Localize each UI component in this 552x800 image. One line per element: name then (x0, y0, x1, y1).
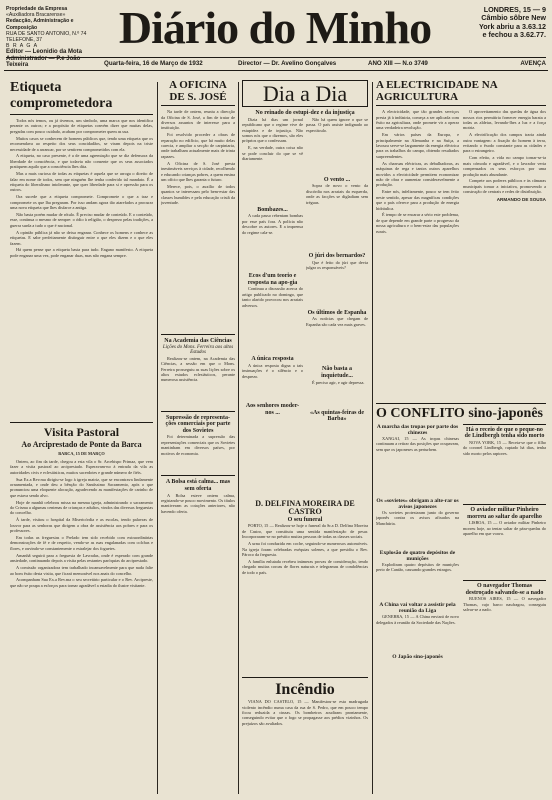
conflito-columns (376, 424, 546, 660)
dia-a-dia-columns (242, 117, 368, 423)
exchange-box (446, 6, 546, 40)
article-ecos-body: Continua a discussão acerca do artigo publicado no domingo, que tanto alarido provocou nos arraiais adversos. (242, 286, 303, 308)
subheadline-quinta: «As quintas-feiras de Barba» (309, 409, 364, 423)
subheadline-ecos: Ecos d'um teorio e resposta na apo-gia (247, 273, 298, 286)
column-divider (372, 82, 373, 794)
director: Director — Dr. Avelino Gonçalves (238, 60, 337, 67)
column-1 (10, 80, 153, 796)
conflito-left (376, 424, 459, 660)
subheadline-reinado: No reinado do estupi-dez e da injustiça (255, 110, 355, 117)
article-academia-body: Realizou-se ontem, na Academia das Ciências, a sessão em que o Mons. Ferreira prosseguiu as suas lições sobre os altos estudos eclesiásticos, perante numerosa assistência. (161, 355, 235, 383)
subheadline-delfina: O seu funeral (287, 516, 323, 523)
column-divider (238, 82, 239, 794)
dia-a-dia-right (306, 117, 368, 423)
article-vento-body: Sopra de novo o vento da discórdia nos arraiais da esquerda, onde as facções se digladiam sem tréguas. (306, 183, 368, 205)
subheadline-marcha: A marcha das tropas por parte dos chinezes (376, 423, 459, 436)
article-supressao-body: Foi determinada a supressão das representações comerciais que os Sovietes mantinham em diversos países, por motivos de economia. (161, 434, 235, 456)
subheadline-espanha: Os últimos de Espanha (307, 309, 367, 316)
publisher-line: Administrador — P.e João Teixeira (6, 55, 81, 68)
subheadline-nacionalismo: Não basta a inquietude... (321, 366, 353, 380)
masthead-strip (6, 57, 546, 69)
subheadline-visita: Ao Arciprestado de Ponte da Barca (21, 439, 142, 449)
article-resposta-body: A única resposta digna a tais insinuações é o silêncio e o desprezo. (242, 363, 303, 379)
column-divider (157, 82, 158, 794)
subheadline-bombazes: Bombazes... (257, 206, 288, 213)
headline-etiqueta: Etiqueta comprometedora (10, 80, 113, 111)
divider (161, 475, 235, 476)
article-sovietes-body: Os sovietes protestaram junto do governo japonês contra os avisos afixados na Manchúria. (376, 509, 459, 526)
article-bombazes-body: A cada passo rebentam bombas por esse país fora. A polícia não descobre os autores. E a imprensa do regime cala-se. (242, 213, 303, 235)
column-4 (376, 80, 546, 796)
subheadline-explosao: Explosão de quatro depósitos de munições (379, 549, 456, 563)
subheadline-bernardos: O júri dos bernardos? (308, 253, 366, 260)
exchange-line: LONDRES, 15 — 9 (483, 5, 546, 14)
publisher-line: TELEFONE, 37 (6, 37, 43, 44)
exchange-line: e fechou a 3.62.77. (482, 30, 546, 40)
headline-conflito: O CONFLITO sino-japonês (376, 406, 543, 422)
article-espanha-body: As notícias que chegam de Espanha são cada vez mais graves. (306, 316, 368, 327)
article-reinado-body: Dizia há dias um jornal republicano que o regime vive de estupidez e de injustiça. Não somos nós que o dizemos, são eles próprios que o confessam. E, na verdade, outra coisa não se pode concluir do que se vê diariamente. (242, 116, 303, 162)
conflito-right (463, 424, 546, 660)
publisher-line: Propriedade da Empresa (6, 6, 68, 12)
divider (10, 114, 153, 115)
article-explosao-body: Explodiram quatro depósitos de munições perto de Cantão, causando grandes estragos. (376, 562, 459, 573)
article-signature: ARMANDO DE SOUSA (496, 196, 546, 202)
article-bernardos-body: Que é feito do júri que devia julgar os responsáveis? (306, 259, 368, 271)
article-aviador-body: LISBOA, 15 — O aviador militar Pinheiro morreu hoje, ao tentar saltar de pára-quedas do aparelho em que voava. (463, 520, 546, 536)
exchange-line: Câmbio sôbre New (481, 13, 546, 23)
subheadline-vento: O vento ... (323, 176, 351, 183)
column-3 (242, 80, 368, 498)
publisher-line: Editor — Leonidio da Mota (6, 49, 82, 56)
avenca-tag: AVENÇA (520, 60, 546, 67)
headline-academia: Na Academia das Ciências (164, 338, 232, 345)
subheadline-navegador: O navegador Thomas destroçado salvando-se a nado (463, 580, 546, 596)
issue-number: ANO XIII — N.o 3749 (368, 60, 428, 67)
publisher-line: Redacção, Administração e Composição (6, 18, 74, 31)
headline-supressao: Supressão de representa-ções comerciais por parte dos Sovietes (165, 414, 231, 434)
masthead-rule (4, 70, 548, 71)
headline-visita-pastoral: Visita Pastoral (43, 425, 120, 439)
subheadline-unica-resposta: A única resposta (251, 356, 294, 363)
article-electricidade-left: A electricidade, que tão grandes serviços presta já à indústria, começa a ser aplicada com êxito na agricultura, onde promete vir a operar uma verdadeira revolução. Em vários países da Europa, e principalmente na Alemanha e na Suíça, a lavoura serve-se largamente da energia eléctrica para os trabalhos do campo, obtendo resultados surpreendentes. As charruas eléctricas, as debulhadoras, as máquinas de rega e tantos outros aparelhos movidos a electricidade permitem economizar mão de obra e aumentar consideravelmente a produção. Entre nós, infelizmente, pouco se tem feito neste sentido, apesar das magníficas condições que o país oferece para a produção de energia hidráulica. É tempo de se encarar a sério este problema, de que depende em grande parte o progresso da nossa agricultura e o bem-estar das populações rurais. (376, 109, 459, 234)
divider (161, 334, 235, 335)
publisher-line: RUA DE SANTO ANTONIO, N.º 74 (6, 30, 87, 37)
issue-date: Quarta-feira, 16 de Março de 1932 (104, 60, 203, 67)
divider (161, 105, 235, 106)
subheadline-lindbergh: Há o receio de que o peque-no de Lindbergh tenha sido morto (463, 424, 546, 440)
article-incendio-body: VIANA DO CASTELO, 15 — Manifestou-se esta madrugada violento incêndio numa casa da rua de S. Pedro, que em pouco tempo ficou reduzida a cinzas. Os bombeiros acudiram prontamente, conseguindo evitar que o fogo se propagasse aos prédios vizinhos. Os prejuízos são avultados. (242, 699, 368, 726)
article-bolsa-body: A Bolsa esteve ontem calma, registando-se pouco movimento. Os títulos mantiveram as cotações anteriores, não havendo oferta. (161, 492, 235, 514)
newspaper-title: Diário do Minho (118, 2, 432, 53)
headline-bolsa: A Bolsa está calma... mas sem oferta (165, 479, 231, 493)
article-etiqueta-body: Todos nós temos, ou já tivemos, um símbolo, uma marca que nos identifica perante os outros; e a propósito de etiquetas convém dizer que muitas delas, pregadas com pouco cuidado, acabam por comprometer quem as usa. Muitos casos se conhecem de homens públicos que, tendo uma etiqueta que os recomendava ao respeito dos seus concidadãos, se viram depois na triste necessidade de a arrancar, por se sentirem comprometidos com ela. A etiqueta, no caso presente, é a de uma agremiação que se diz defensora da liberdade de consciência, e que todavia não consente que os seus associados pratiquem aquilo que a consciência lhes dita. Mas a mais curiosa de todas as etiquetas é aquela que se arroga o direito de falar em nome de todos, sem que ninguém lhe tenha conferido tal mandato. É a etiqueta do liberalismo intolerante, que quer liberdade para si e opressão para os outros. Ora sucede que a etiqueta compromete. Compromete o que a traz e compromete os que lha pregaram. Por isso andam agora tão atarefados a procurar uma nova etiqueta que lhes disfarce a antiga. Não basta porém mudar de rótulo. É preciso mudar de conteúdo. E o conteúdo, esse, continua o mesmo de sempre: o ódio à religião, o desprezo pelas tradições, a guerra surda a tudo o que é nacional. A opinião pública já não se deixa enganar. Conhece os homens e conhece as etiquetas. E sabe perfeitamente distinguir entre o que eles dizem e o que eles fazem. Há quem pense que a etiqueta basta para tudo. Engano manifesto. A etiqueta pode enganar uma vez, pode enganar duas, mas não engana sempre. (10, 118, 153, 258)
exchange-line: York abriu a 3.63.12 (479, 21, 546, 31)
dateline-visita: BARCA, 15 DE MARÇO (58, 451, 105, 457)
subheadline-aviador: O aviador militar Pinheiro morreu ao saltar do aparelho (463, 504, 546, 520)
article-oficina-body: Na tarde de ontem, reuniu a direcção da Oficina de S. José, a fim de tratar de diversos assuntos de interesse para a instituição. Foi resolvido proceder a obras de reparação no edifício, que há muito delas carecia, e ampliar a secção de carpintaria, onde trabalham actualmente mais de trinta rapazes. A Oficina de S. José presta inestimáveis serviços à cidade, recolhendo e educando crianças pobres, a quem ensina um ofício que lhes garanta o futuro. Merece, pois, o auxílio de todos quantos se interessam pelo bem-estar das classes humildes e pela educação cristã da juventude. (161, 109, 235, 206)
subheadline-sovietes: Os «sovietes» obrigam a alte-rar os avisos japonezes (376, 497, 459, 510)
article-right-body: Não há quem ignore o que se passa. O país assiste indignado ao espectáculo. (306, 116, 368, 133)
article-navegador-body: BUENOS AIRES, 15 — O navegador Thomas, cujo barco naufragou, conseguiu salvar-se a nado. (463, 596, 546, 613)
headline-dia-a-dia: Dia a Dia (242, 80, 368, 107)
subheadline-china: A China vai voltar a assistir pela reunião da Liga (379, 602, 456, 615)
article-electricidade-right: O aproveitamento das quedas de água dos nossos rios permitiria fornecer energia barata a todas as aldeias, levando-lhes a luz e a força motriz. A electrificação dos campos traria ainda outra vantagem: a fixação do homem à terra, evitando o êxodo constante para as cidades e para o estrangeiro. Com efeito, a vida no campo tornar-se-ia mais cómoda e agradável, e o lavrador veria compensados os seus esforços por uma produção mais abundante. Compete aos poderes públicos e às câmaras municipais tomar a iniciativa, promovendo a construção de centrais e redes de distribuição. ARMANDO DE SOUSA (463, 109, 546, 202)
article-lindbergh-body: NOVA YORK, 15 — Receia-se que o filho do coronel Lindbergh, raptado há dias, tenha sido morto pelos raptores. (463, 439, 546, 456)
publisher-line: «Auxiliadora Bracarense» (6, 12, 66, 19)
subheadline-academia: Lições do Mons. Ferreira aos altos Estudos (162, 344, 234, 356)
electricidade-columns (376, 109, 546, 399)
masthead (6, 4, 546, 68)
divider (376, 105, 546, 106)
divider (10, 422, 153, 423)
dia-a-dia-left (242, 117, 303, 423)
article-china-body: GENEBRA, 15 — A China enviará de novo delegados à reunião da Sociedade das Nações. (376, 614, 459, 625)
headline-incendio: Incêndio (275, 681, 335, 699)
divider (242, 677, 368, 678)
article-visita-body: Ontem, ao fim da tarde, chegou a esta vila o Sr. Arcebispo Primaz, que vem fazer a visita pastoral ao arciprestado. Esperavam-no à entrada da vila as autoridades civis e eclesiásticas, muitos sacerdotes e grande número de fiéis. Sua Ex.a Rev.ma dirigiu-se logo à igreja matriz, que se encontrava lindamente ornamentada, e onde deu a bênção do Santíssimo Sacramento, após o que pronunciou uma eloquente alocução, agradecendo as manifestações de carinho de que estava sendo alvo. Hoje de manhã celebrou missa na mesma igreja, administrando o sacramento do Crisma a algumas centenas de crianças e adultos, vindos das diversas freguesias do concelho. À tarde, visitou o hospital da Misericórdia e as escolas, tendo palavras de louvor para as senhoras que dirigem a obra de assistência aos pobres e para os professores. Em todas as freguesias o Prelado tem sido recebido com extraordinárias demonstrações de fé e de respeito, vendo-se as ruas engalanadas com colchas e flores, e ouvindo-se constantemente o estralejar dos foguetes. Amanhã seguirá para a freguesia de Lavradas, onde é esperado com grande ansiedade, continuando depois a visita pelas restantes paróquias do arciprestado. A comissão organizadora tem trabalhado incansavelmente para que nada falte ao bom êxito desta visita, que ficará memorável nos anais do concelho. Acompanham Sua Ex.a Rev.ma o seu secretário particular e o Rev. Arcipreste, que não se poupa a esforços para tornar agradável a estadia do ilustre visitante. (10, 458, 153, 588)
headline-electricidade: A ELECTRICIDADE NA AGRICULTURA (376, 80, 498, 103)
column-3-lower (242, 500, 368, 796)
divider (376, 403, 546, 404)
subheadline-japao: O Japão sino-japonês (392, 654, 443, 661)
article-nacionalismo-body: É preciso agir, e agir depressa. (312, 379, 365, 385)
column-2 (161, 80, 235, 796)
subheadline-modernos: Aos senhores moder-nos ... (245, 403, 300, 416)
article-marcha-body: XANGAI, 15 — As tropas chinesas continuam a retirar das posições que ocupavam, sem que os japoneses as perturbem. (376, 435, 459, 452)
headline-oficina: A OFICINA DE S. JOSÉ (169, 80, 227, 103)
headline-delfina: D. DELFINA MOREIRA DE CASTRO (255, 500, 355, 517)
publisher-line: B R A G A (6, 43, 39, 50)
article-delfina-body: PORTO, 15 — Realizou-se hoje o funeral da Sr.a D. Delfina Moreira de Castro, que constituiu uma sentida manifestação de pesar. Incorporaram-se no préstito muitas pessoas de todas as classes sociais. A urna foi conduzida em coche, seguindo-se numerosos automóveis. Na igreja foram celebradas exéquias solenes, a que presidiu o Rev. Pároco da freguesia. A família enlutada recebeu inúmeras provas de consideração, tendo chegado muitas coroas de flores naturais e telegramas de condolências de todo o país. (242, 523, 368, 575)
divider (161, 411, 235, 412)
